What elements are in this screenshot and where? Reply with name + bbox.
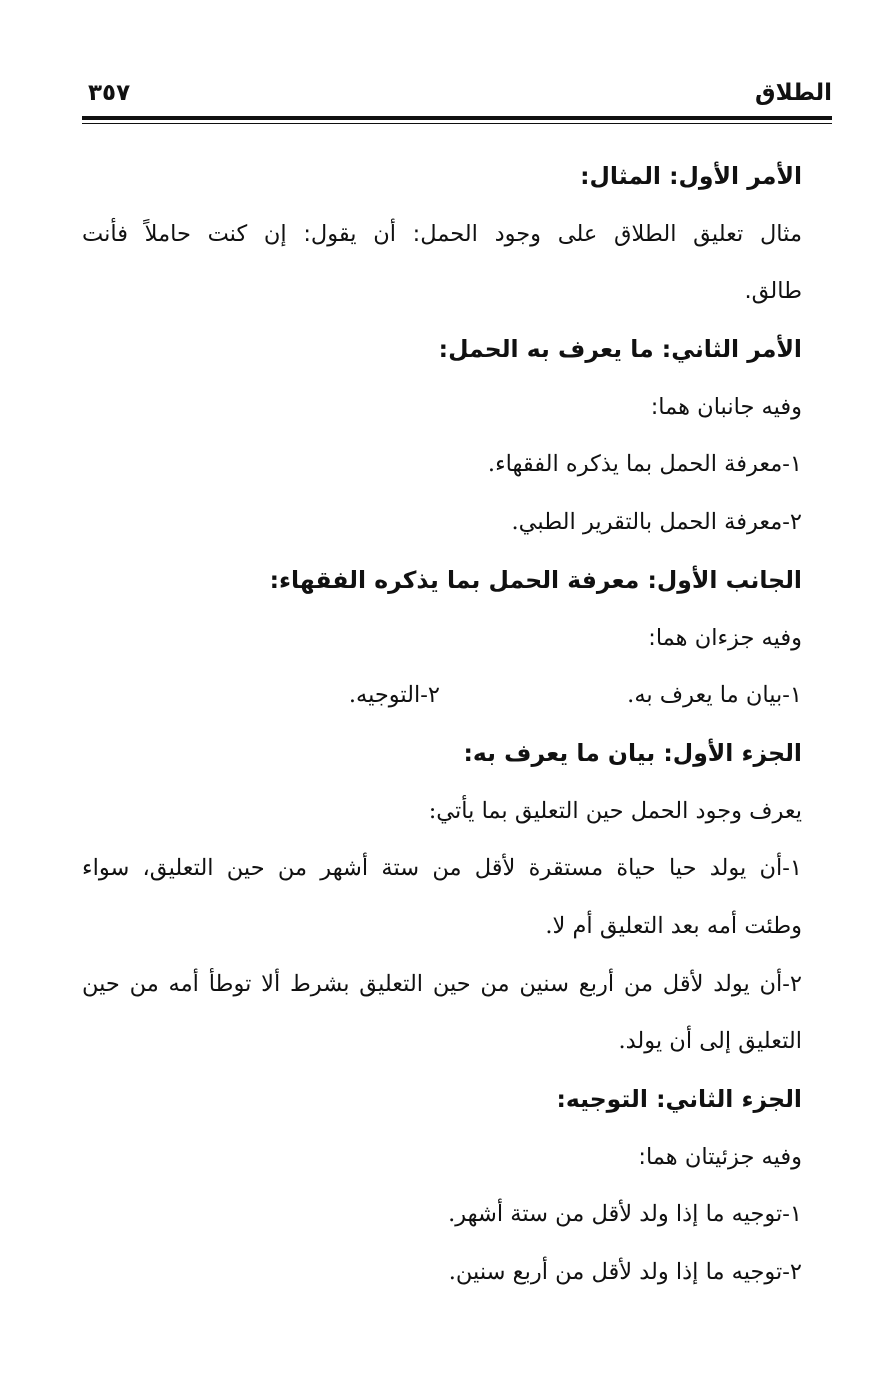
heading-first-part: الجزء الأول: بيان ما يعرف به:: [463, 738, 802, 767]
header-rule-thick: [82, 116, 832, 120]
paragraph-two-aspects: وفيه جانبان هما:: [650, 393, 802, 420]
running-title: الطلاق: [755, 80, 832, 106]
list-item: ١-معرفة الحمل بما يذكره الفقهاء.: [487, 451, 802, 478]
list-item-line-1: ١-أن يولد حيا حياة مستقرة لأقل من ستة أشهر من حين التعليق، سواء: [82, 855, 802, 882]
list-item: ٢-معرفة الحمل بالتقرير الطبي.: [511, 509, 802, 536]
list-item-line-2: التعليق إلى أن يولد.: [618, 1028, 802, 1055]
heading-second-matter: الأمر الثاني: ما يعرف به الحمل:: [438, 335, 802, 364]
heading-first-aspect: الجانب الأول: معرفة الحمل بما يذكره الفقهاء:: [269, 565, 802, 594]
list-item-line-2: وطئت أمه بعد التعليق أم لا.: [545, 912, 802, 939]
paragraph-how-known: يعرف وجود الحمل حين التعليق بما يأتي:: [428, 797, 802, 824]
list-item: ١-بيان ما يعرف به.: [627, 682, 802, 709]
paragraph-two-subparts: وفيه جزئيتان هما:: [638, 1143, 802, 1170]
list-item: ١-توجيه ما إذا ولد لأقل من ستة أشهر.: [448, 1201, 802, 1228]
two-column-list: [82, 667, 802, 725]
list-item-line-1: ٢-أن يولد لأقل من أربع سنين من حين التعليق بشرط ألا توطأ أمه من حين: [82, 970, 802, 997]
page-body: [82, 148, 802, 1302]
list-item: ٢-التوجيه.: [348, 682, 440, 709]
header-rule-thin: [82, 123, 832, 124]
heading-second-part: الجزء الثاني: التوجيه:: [556, 1085, 802, 1113]
list-item: ٢-توجيه ما إذا ولد لأقل من أربع سنين.: [448, 1259, 802, 1286]
page-number: ٣٥٧: [88, 80, 131, 106]
page-header: [82, 76, 832, 116]
paragraph-example-line-1: مثال تعليق الطلاق على وجود الحمل: أن يقول: إن كنت حاملاً فأنت: [82, 220, 802, 247]
paragraph-example-line-2: طالق.: [744, 278, 802, 305]
heading-first-matter: الأمر الأول: المثال:: [580, 162, 802, 190]
paragraph-two-parts: وفيه جزءان هما:: [648, 624, 802, 651]
